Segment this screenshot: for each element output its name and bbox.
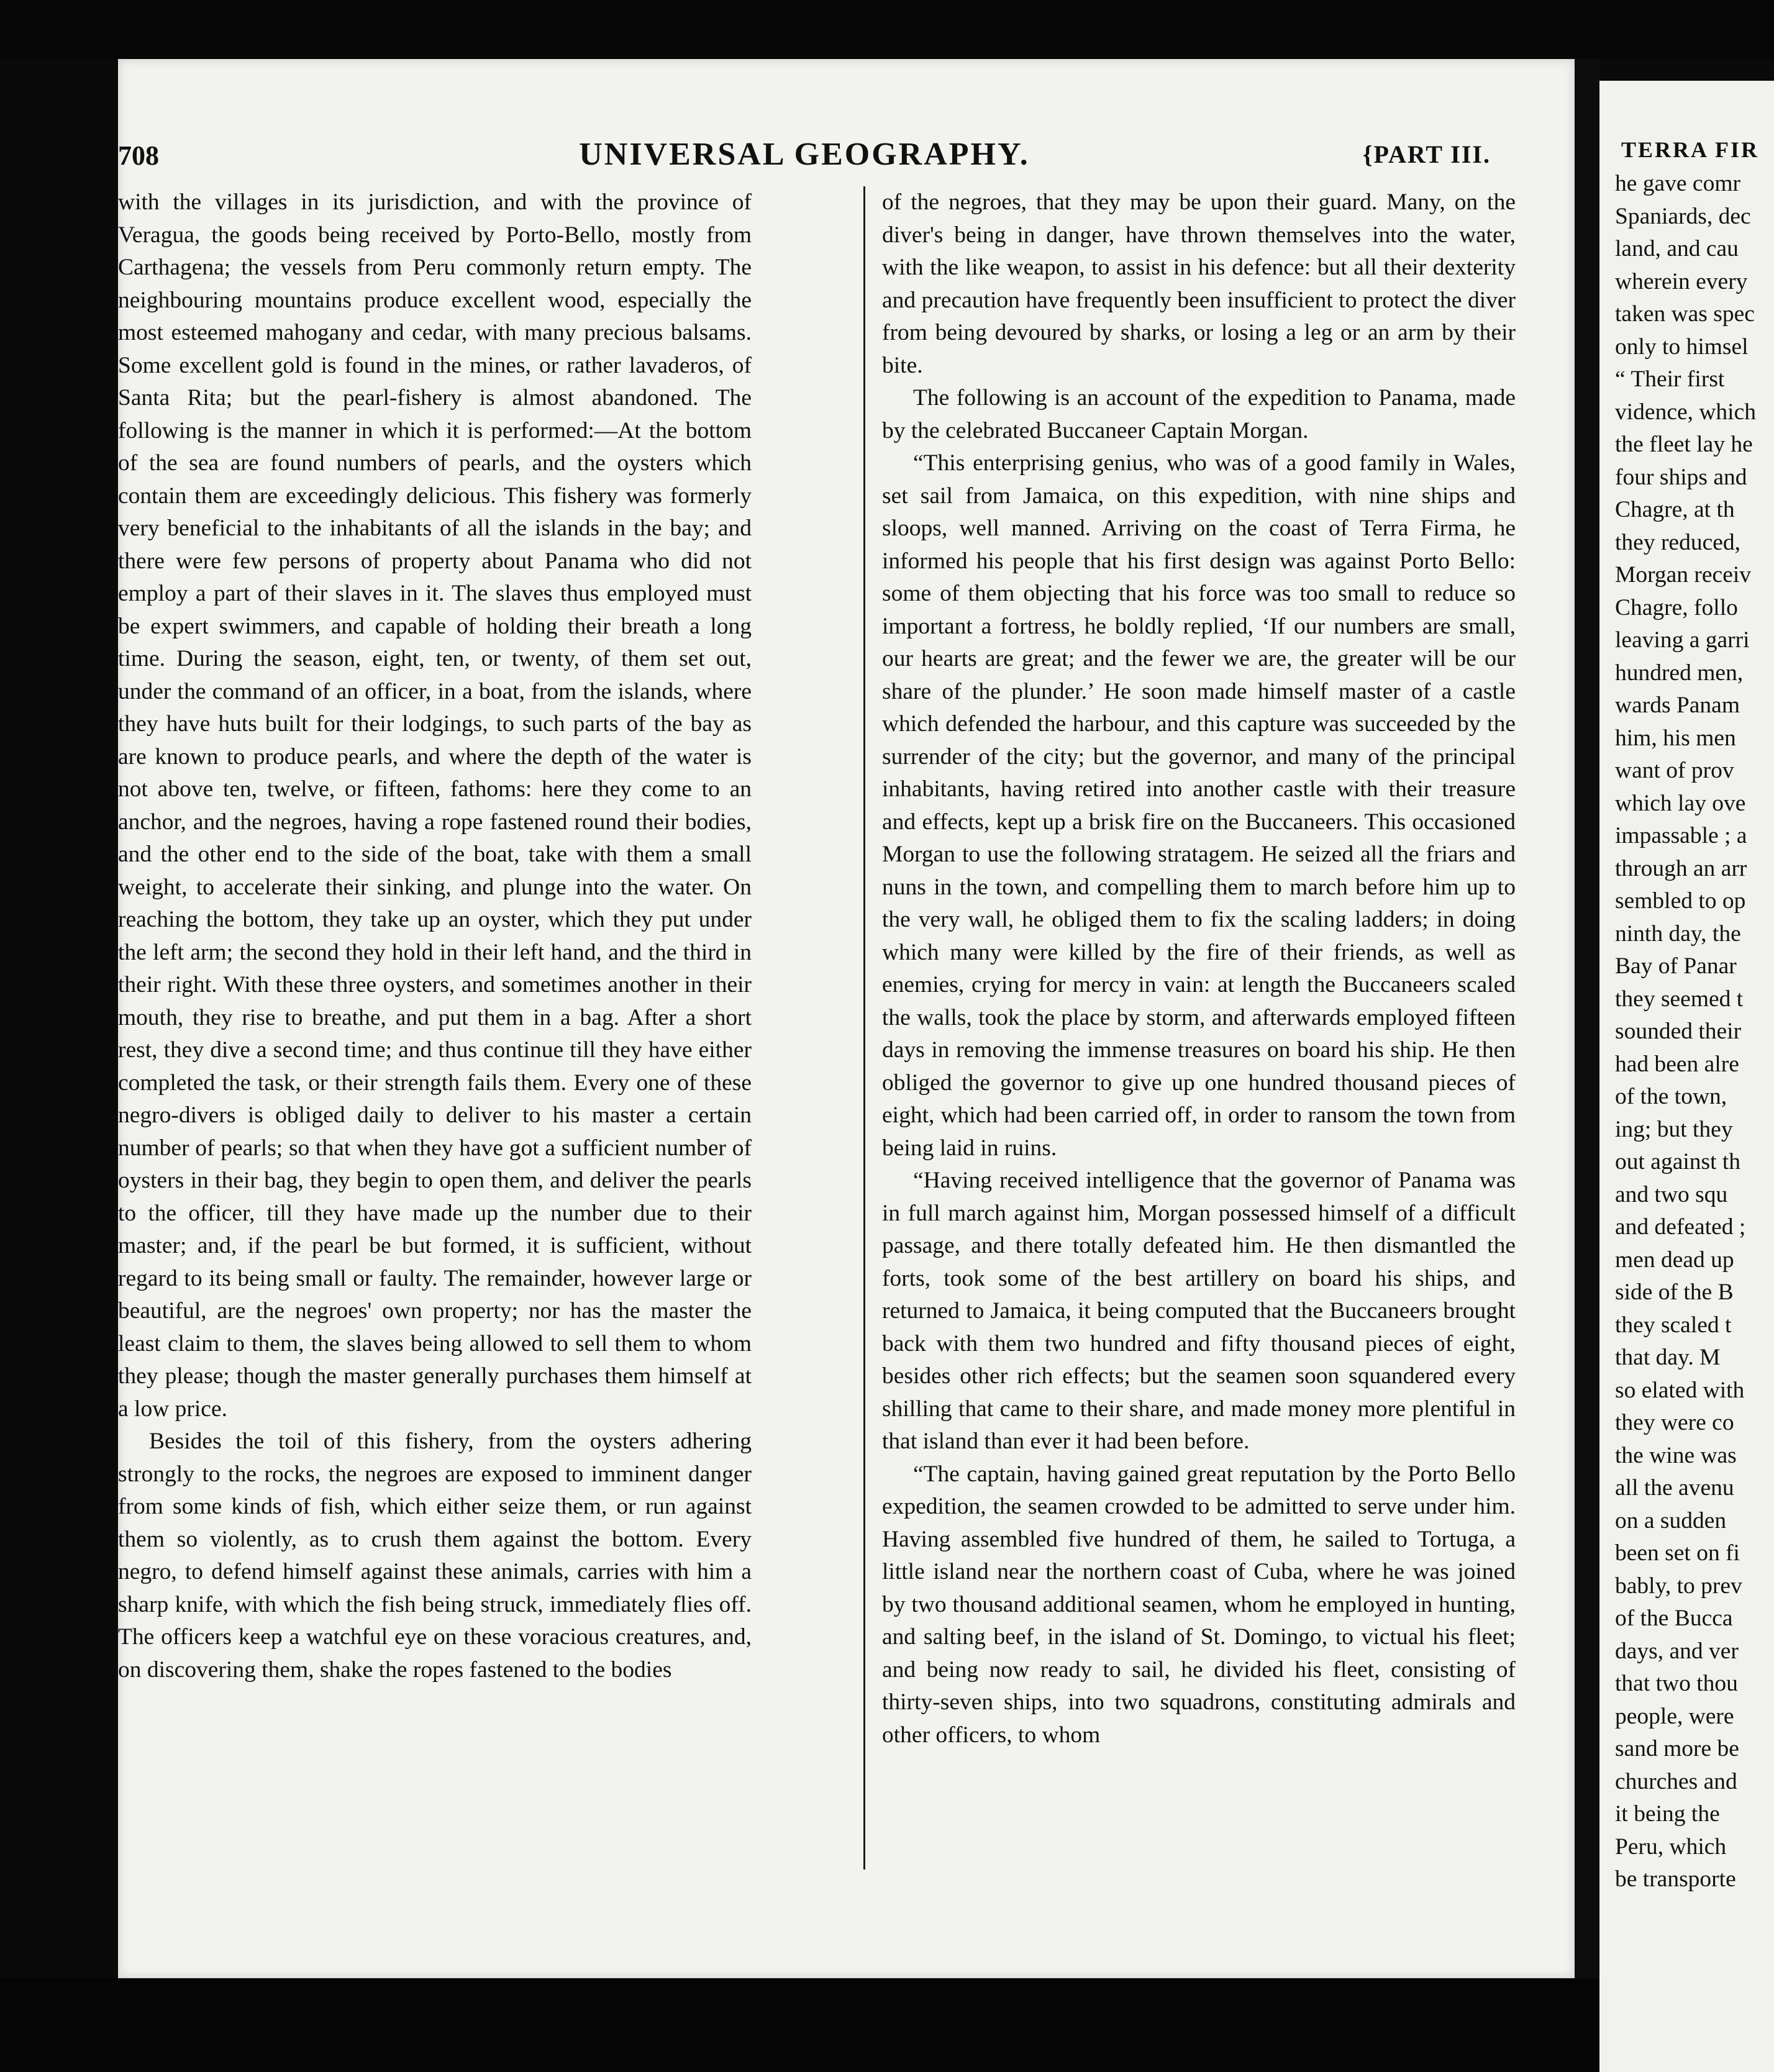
facing-page-line: it being the (1615, 1801, 1720, 1827)
facing-page-line: days, and ver (1615, 1638, 1739, 1664)
facing-page-line: which lay ove (1615, 790, 1746, 816)
facing-page-line: sounded their (1615, 1019, 1742, 1044)
left-column (118, 186, 752, 1686)
facing-page-line: he gave comr (1615, 171, 1740, 196)
facing-page-line: land, and cau (1615, 236, 1739, 261)
scan-border-top (0, 0, 1774, 59)
facing-page-line: wherein every (1615, 268, 1748, 294)
paragraph: “Having received intelligence that the governor of Panama was in full march against him, Morgan possessed himself of a difficult passage, and there totally defeated him. He then dismantled the forts, took some of the best artillery on board his ships, and returned to Jamaica, it being computed that the Buccaneers brought back with them two hundred and fifty thousand pieces of eight, besides other rich effects; but the seamen soon squandered every shilling that came to their share, and made money more plentiful in that island than ever it had been before. (882, 1168, 1516, 1454)
facing-page-line: been set on fi (1615, 1540, 1740, 1566)
paragraph: “This enterprising genius, who was of a good family in Wales, set sail from Jamaica, on this expedition, with nine ships and sloops, well manned. Arriving on the coast of Terra Firma, he informed his people that his first design was against Porto Bello: some of them objecting that his force was too small to reduce so important a fortress, he boldly replied, ‘If our numbers are small, our hearts are great; and the fewer we are, the greater will be our share of the plunder.’ He soon made himself master of a castle which defended the harbour, and this capture was succeeded by the surrender of the city; but the governor, and many of the principal inhabitants, having retired into another castle with their treasure and effects, kept up a brisk fire on the Buccaneers. This occasioned Morgan to use the following stratagem. He seized all the friars and nuns in the town, and compelling them to march before him up to the very wall, he obliged them to fix the scaling ladders; in doing which many were killed by the fire of their friends, as well as enemies, crying for mercy in vain: at length the Buccaneers scaled the walls, took the place by storm, and afterwards employed fifteen days in removing the immense treasures on board his ship. He then obliged the governor to give up one hundred thousand pieces of eight, which had been carried off, in order to ransom the town from being laid in ruins. (882, 450, 1516, 1161)
facing-page-line: want of prov (1615, 758, 1734, 783)
facing-page-line: taken was spec (1615, 301, 1755, 327)
facing-page-line: Bay of Panar (1615, 953, 1737, 979)
book-gutter (1575, 59, 1599, 2072)
part-label: {PART III. (1362, 140, 1491, 168)
facing-page-line: Chagre, at th (1615, 497, 1735, 522)
facing-page-line: out against th (1615, 1149, 1741, 1175)
facing-page-line: sand more be (1615, 1736, 1739, 1761)
facing-page-line: on a sudden (1615, 1507, 1727, 1534)
facing-page-line: “ Their first (1615, 366, 1725, 392)
facing-page-line: churches and (1615, 1768, 1737, 1794)
facing-page-line: that day. M (1615, 1345, 1721, 1370)
running-title: UNIVERSAL GEOGRAPHY. (579, 137, 1030, 172)
facing-page-line: impassable ; a (1615, 823, 1747, 848)
facing-page-line: Chagre, follo (1615, 594, 1738, 620)
facing-page-line: they were co (1615, 1410, 1734, 1435)
facing-page-line: Spaniards, dec (1615, 203, 1751, 229)
facing-page-line: the fleet lay he (1615, 432, 1753, 457)
facing-page-line: they reduced, (1615, 529, 1740, 555)
facing-page-line: only to himsel (1615, 334, 1749, 360)
facing-page (1599, 81, 1774, 2072)
facing-page-line: side of the B (1615, 1279, 1734, 1305)
facing-page-line: vidence, which (1615, 399, 1756, 425)
facing-page-line: ninth day, the (1615, 920, 1741, 947)
facing-page-line: people, were (1615, 1703, 1734, 1729)
facing-page-text (1615, 168, 1774, 1896)
facing-page-line: leaving a garri (1615, 627, 1750, 653)
facing-page-line: and two squ (1615, 1181, 1728, 1207)
facing-page-line: men dead up (1615, 1247, 1734, 1273)
page-number: 708 (118, 140, 159, 171)
facing-page-line: Morgan receiv (1615, 562, 1752, 588)
facing-page-line: the wine was (1615, 1442, 1737, 1468)
paragraph: Besides the toil of this fishery, from the oysters adhering strongly to the rocks, the negroes are exposed to imminent danger from some kinds of fish, which either seize them, or run against them so violently, as to crush them against the bottom. Every negro, to defend himself against these animals, carries with him a sharp knife, with which the fish being struck, immediately flies off. The officers keep a watchful eye on these voracious creatures, and, on discovering them, shake the ropes fastened to the bodies (118, 1429, 752, 1683)
facing-page-line: of the town, (1615, 1084, 1727, 1109)
paragraph: with the villages in its jurisdiction, and with the province of Veragua, the goods being received by Porto-Bello, mostly from Carthagena; the vessels from Peru commonly return empty. The neighbouring mountains produce excellent wood, especially the most esteemed mahogany and cedar, with many precious balsams. Some excellent gold is found in the mines, or rather lavaderos, of Santa Rita; but the pearl-fishery is almost abandoned. The following is the manner in which it is performed:—At the bottom of the sea are found numbers of pearls, and the oysters which contain them are exceedingly delicious. This fishery was formerly very beneficial to the inhabitants of all the islands in the bay; and there were few persons of property about Panama who did not employ a part of their slaves in it. The slaves thus employed must be expert swimmers, and capable of holding their breath a long time. During the season, eight, ten, or twenty, of them set out, under the command of an officer, in a boat, from the islands, where they have huts built for their lodgings, to such parts of the bay as are known to produce pearls, and where the depth of the water is not above ten, twelve, or fifteen, fathoms: here they come to an anchor, and the negroes, having a rope fastened round their bodies, and the other end to the side of the boat, take with them a small weight, to accelerate their sinking, and plunge into the water. On reaching the bottom, they take up an oyster, which they put under the left arm; the second they hold in their left hand, and the third in their right. With these three oysters, and sometimes another in their mouth, they rise to breathe, and put them in a bag. After a short rest, they dive a second time; and thus continue till they have either completed the task, or their strength fails them. Every one of these negro-divers is obliged daily to deliver to his master a certain number of pearls; so that when they have got a sufficient number of oysters in their bag, they begin to open them, and deliver the pearls to the officer, till they have made up the number due to their master; and, if the pearl be but formed, it is sufficient, without regard to its being small or faulty. The remainder, however large or beautiful, are the negroes' own property; nor has the master the least claim to them, the slaves being allowed to sell them to whom they please; though the master generally purchases them himself at a low price. (118, 189, 752, 1422)
facing-page-line: through an arr (1615, 855, 1747, 881)
facing-page-line: all the avenu (1615, 1475, 1734, 1501)
facing-page-line: of the Bucca (1615, 1606, 1733, 1631)
facing-page-header: TERRA FIR (1621, 137, 1760, 162)
facing-page-line: him, his men (1615, 725, 1736, 751)
facing-page-line: sembled to op (1615, 888, 1746, 914)
right-column (882, 186, 1516, 1752)
facing-page-line: be transporte (1615, 1866, 1736, 1892)
facing-page-line: they seemed t (1615, 986, 1744, 1012)
facing-page-line: hundred men, (1615, 660, 1744, 686)
facing-page-line: that two thou (1615, 1671, 1738, 1696)
facing-page-line: bably, to prev (1615, 1573, 1742, 1599)
facing-page-line: Peru, which (1615, 1833, 1727, 1860)
paragraph: The following is an account of the expedition to Panama, made by the celebrated Buccaneer Captain Morgan. (882, 385, 1516, 443)
facing-page-line: they scaled t (1615, 1312, 1732, 1338)
paragraph: of the negroes, that they may be upon their guard. Many, on the diver's being in danger, have thrown themselves into the water, with the like weapon, to assist in his defence: but all their dexterity and precaution have frequently been insufficient to protect the diver from being devoured by sharks, or losing a leg or an arm by their bite. (882, 189, 1516, 378)
facing-page-line: ing; but they (1615, 1116, 1733, 1142)
facing-page-line: and defeated ; (1615, 1214, 1746, 1240)
facing-page-line: wards Panam (1615, 693, 1740, 718)
facing-page-line: had been alre (1615, 1051, 1739, 1077)
paragraph: “The captain, having gained great reputation by the Porto Bello expedition, the seamen crowded to be admitted to serve under him. Having assembled five hundred of them, he sailed to Tortuga, a little island near the northern coast of Cuba, where he was joined by two thousand additional seamen, whom he employed in hunting, and salting beef, in the island of St. Domingo, to victual his fleet; and being now ready to sail, he divided his fleet, consisting of thirty-seven ships, into two squadrons, constituting admirals and other officers, to whom (882, 1461, 1516, 1748)
facing-page-line: four ships and (1615, 464, 1747, 490)
column-rule (863, 186, 865, 1870)
running-header (118, 137, 1491, 177)
scan-border-bottom (0, 1978, 1599, 2072)
facing-page-line: so elated with (1615, 1377, 1745, 1403)
